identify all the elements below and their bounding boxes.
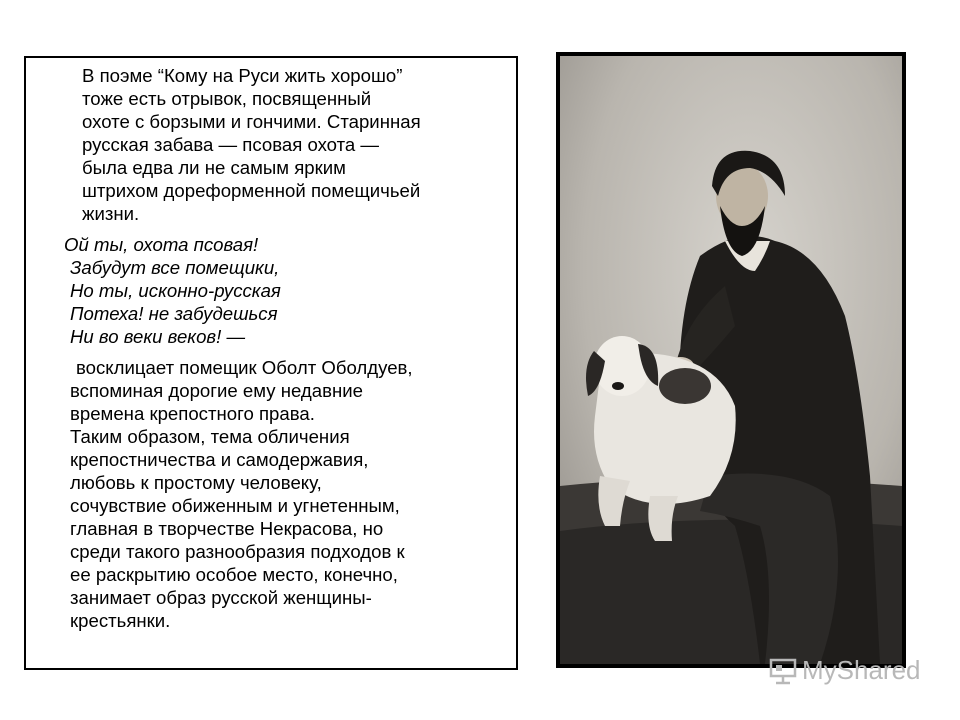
verse-line: Забудут все помещики,: [70, 257, 280, 278]
text-line: охоте с борзыми и гончими. Старинная: [82, 111, 421, 132]
text-line: сочувствие обиженным и угнетенным,: [70, 495, 400, 516]
intro-paragraph: [70, 64, 510, 225]
text-line: тоже есть отрывок, посвященный: [82, 88, 372, 109]
text-line: жизни.: [82, 203, 140, 224]
text-line: штрихом дореформенной помещичьей: [82, 180, 421, 201]
text-line: В поэме “Кому на Руси жить хорошо”: [82, 65, 403, 86]
text-line: вспоминая дорогие ему недавние: [70, 380, 363, 401]
text-line: русская забава — псовая охота —: [82, 134, 380, 155]
portrait-photo: [560, 56, 902, 664]
text-line: восклицает помещик Оболт Оболдуев,: [76, 357, 413, 378]
text-line: среди такого разнообразия подходов к: [70, 541, 405, 562]
text-line: крестьянки.: [70, 610, 171, 631]
text-line: занимает образ русской женщины-: [70, 587, 372, 608]
verse-line: Но ты, исконно-русская: [70, 280, 281, 301]
text-line: Таким образом, тема обличения: [70, 426, 350, 447]
outro-paragraph: [70, 356, 510, 632]
text-line: была едва ли не самым ярким: [82, 157, 346, 178]
text-panel: [24, 56, 518, 670]
text-line: главная в творчестве Некрасова, но: [70, 518, 384, 539]
text-line: любовь к простому человеку,: [70, 472, 322, 493]
text-line: ее раскрытию особое место, конечно,: [70, 564, 398, 585]
watermark-text: MyShared: [802, 655, 921, 685]
verse-quote: [64, 233, 510, 348]
verse-line: Ой ты, охота псовая!: [64, 234, 259, 255]
verse-line: Потеха! не забудешься: [70, 303, 278, 324]
text-line: времена крепостного права.: [70, 403, 315, 424]
presentation-board-icon: [768, 657, 798, 685]
text-content: [64, 64, 510, 632]
verse-line: Ни во веки веков! —: [70, 326, 246, 347]
text-line: крепостничества и самодержавия,: [70, 449, 369, 470]
portrait-photo-frame: [556, 52, 906, 668]
watermark: [768, 655, 921, 686]
